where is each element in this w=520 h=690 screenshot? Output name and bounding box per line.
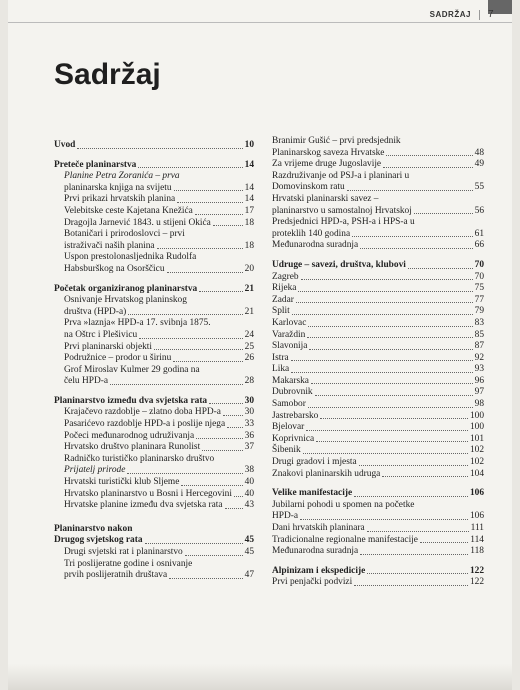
dot-leader	[154, 349, 243, 350]
toc-page-number: 28	[244, 376, 254, 387]
toc-entry	[272, 148, 484, 160]
dot-leader	[157, 248, 243, 249]
toc-page-number: 49	[474, 159, 484, 170]
toc-entry	[272, 457, 484, 469]
toc-page-number: 102	[469, 457, 484, 468]
toc-entry-text: Predsjednici HPD-a, PSH-a i HPS-a u	[272, 217, 415, 228]
toc-entry-text: Velebitske ceste Kajetana Knežića	[64, 205, 193, 216]
toc-page-number: 93	[474, 364, 484, 375]
toc-entry-line	[54, 252, 254, 264]
dot-leader	[181, 485, 242, 486]
toc-section-entry	[272, 488, 484, 500]
toc-entry-text: Alpinizam i ekspedicije	[272, 565, 366, 576]
dot-leader	[291, 372, 472, 373]
toc-entry-text: Zagreb	[272, 271, 299, 282]
toc-page-number: 21	[244, 306, 254, 317]
toc-entry	[272, 306, 484, 318]
toc-page-number: 118	[470, 546, 484, 557]
dot-leader	[386, 155, 472, 156]
toc-entry	[54, 465, 254, 477]
toc-entry-text: Razdruživanje od PSJ-a i planinari u	[272, 170, 410, 181]
dot-leader	[308, 407, 473, 408]
toc-entry-text: Dragojla Jarnević 1843. u stijeni Okića	[64, 217, 211, 228]
toc-entry-text: Planinarskog saveza Hrvatske	[272, 147, 385, 158]
toc-page-number: 70	[474, 271, 484, 282]
toc-right-column	[272, 136, 484, 589]
toc-page-number: 14	[244, 182, 254, 193]
toc-entry-text: Počeci međunarodnog udruživanja	[64, 430, 195, 441]
toc-page-number: 96	[474, 375, 484, 386]
dot-leader	[382, 476, 468, 477]
toc-entry	[272, 434, 484, 446]
toc-entry-text: Koprivnica	[272, 433, 315, 444]
toc-page-number: 122	[469, 577, 484, 588]
toc-entry-text: Branimir Gušić – prvi predsjednik	[272, 136, 401, 146]
dot-leader	[110, 384, 243, 385]
toc-page-number: 36	[244, 430, 254, 441]
toc-entry	[54, 206, 254, 218]
dot-leader	[311, 383, 473, 384]
toc-entry	[54, 442, 254, 454]
dot-leader	[296, 302, 473, 303]
toc-entry	[272, 272, 484, 284]
dot-leader	[414, 213, 473, 214]
toc-entry	[272, 422, 484, 434]
toc-entry-text: Hrvatski turistički klub Sljeme	[64, 477, 180, 488]
toc-entry	[54, 407, 254, 419]
toc-entry	[272, 318, 484, 330]
toc-entry-text: Uvod	[54, 140, 76, 150]
toc-entry	[272, 445, 484, 457]
toc-entry-text: Prvi planinarski objekti	[64, 341, 153, 352]
toc-entry	[54, 489, 254, 501]
toc-page-number: 92	[474, 352, 484, 363]
toc-entry-line	[54, 559, 254, 571]
toc-page-number: 104	[469, 468, 484, 479]
toc-entry	[54, 376, 254, 388]
toc-page-number: 122	[469, 565, 484, 576]
toc-page-number: 40	[244, 488, 254, 499]
toc-entry	[272, 240, 484, 252]
toc-page-number: 37	[244, 442, 254, 453]
toc-page-number: 47	[244, 570, 254, 581]
toc-page-number: 38	[244, 465, 254, 476]
toc-page-number: 85	[474, 329, 484, 340]
toc-entry	[272, 387, 484, 399]
toc-entry-text: Podružnice – prodor u širinu	[64, 353, 172, 364]
toc-entry-text: planinarska knjiga na svijetu	[64, 182, 172, 193]
dot-leader	[303, 453, 468, 454]
dot-leader	[308, 326, 472, 327]
toc-entry-text: Radničko turističko planinarsko društvo	[64, 453, 215, 464]
toc-entry	[272, 159, 484, 171]
dot-leader	[174, 190, 243, 191]
toc-page-number: 17	[244, 205, 254, 216]
toc-entry-text: na Oštrc i Plešivicu	[64, 329, 138, 340]
toc-page-number: 55	[474, 182, 484, 193]
toc-page-number: 30	[244, 407, 254, 418]
toc-entry	[54, 419, 254, 431]
toc-entry	[272, 353, 484, 365]
toc-entry-text: Planinarstvo između dva svjetska rata	[54, 395, 208, 406]
toc-page-number: 26	[244, 353, 254, 364]
toc-entry-text: Samobor	[272, 399, 306, 410]
toc-entry-text: Međunarodna suradnja	[272, 546, 359, 557]
toc-entry-line	[54, 454, 254, 466]
dot-leader	[292, 314, 473, 315]
toc-entry-text: Jubilarni pohodi u spomen na početke	[272, 499, 415, 510]
toc-entry-text: Karlovac	[272, 317, 307, 328]
dot-leader	[360, 248, 472, 249]
toc-entry-text: Za vrijeme druge Jugoslavije	[272, 159, 382, 170]
dot-leader	[383, 167, 473, 168]
dot-leader	[138, 167, 242, 168]
toc-entry-text: istraživači naših planina	[64, 240, 155, 251]
toc-spacer	[54, 512, 254, 524]
toc-entry-text: Domovinskom ratu	[272, 182, 345, 193]
dot-leader	[139, 338, 242, 339]
toc-entry-text: Pasarićevo razdoblje HPD-a i poslije njega	[64, 419, 226, 430]
dot-leader	[360, 554, 468, 555]
header-page-number: 7	[487, 9, 494, 20]
toc-entry-text: Tradicionalne regionalne manifestacije	[272, 534, 418, 545]
toc-left-column	[54, 140, 254, 582]
toc-section-entry	[54, 535, 254, 547]
toc-page-number: 61	[474, 228, 484, 239]
dot-leader	[234, 496, 243, 497]
toc-entry	[54, 547, 254, 559]
toc-entry-text: Drugi gradovi i mjesta	[272, 457, 357, 468]
header-rule	[8, 22, 512, 23]
toc-page-number: 75	[474, 283, 484, 294]
dot-leader	[177, 202, 242, 203]
toc-entry-line	[54, 229, 254, 241]
toc-entry-text: Krajačevo razdoblje – zlatno doba HPD-a	[64, 407, 221, 418]
toc-entry-text: Drugog svjetskog rata	[54, 535, 143, 546]
toc-entry-text: Drugi svjetski rat i planinarstvo	[64, 547, 183, 557]
toc-entry-text: Lika	[272, 364, 290, 375]
toc-entry-text: Šibenik	[272, 445, 301, 456]
toc-entry	[272, 341, 484, 353]
toc-entry	[54, 194, 254, 206]
toc-page-number: 101	[469, 433, 484, 444]
toc-page-number: 33	[244, 419, 254, 430]
toc-page-number: 48	[474, 147, 484, 158]
toc-entry	[54, 218, 254, 230]
toc-page-number: 70	[474, 259, 484, 270]
toc-entry	[54, 500, 254, 512]
toc-entry	[272, 399, 484, 411]
toc-page-number: 83	[474, 317, 484, 328]
dot-leader	[185, 555, 243, 556]
dot-leader	[316, 441, 468, 442]
toc-entry-text: Dani hrvatskih planinara	[272, 523, 365, 533]
dot-leader	[213, 225, 243, 226]
toc-entry-text: Planine Petra Zoranića – prva	[64, 171, 180, 182]
toc-entry-text: društva (HPD-a)	[64, 306, 127, 317]
dot-leader	[199, 291, 242, 292]
toc-entry-text: planinarstvo u samostalnoj Hrvatskoj	[272, 205, 412, 216]
toc-entry-line	[54, 171, 254, 183]
toc-entry-text: Velike manifestacije	[272, 488, 353, 499]
running-header	[430, 9, 494, 20]
toc-entry	[272, 330, 484, 342]
toc-page-number: 79	[474, 306, 484, 317]
toc-page-number: 20	[244, 263, 254, 274]
dot-leader	[227, 427, 242, 428]
toc-section-entry	[54, 396, 254, 408]
toc-page-number: 114	[470, 534, 484, 545]
toc-entry-text: Bjelovar	[272, 422, 305, 433]
toc-entry-text: Grof Miroslav Kulmer 29 godina na	[64, 364, 200, 375]
dot-leader	[420, 542, 468, 543]
toc-entry-text: prvih poslijeratnih društava	[64, 570, 168, 581]
toc-page-number: 100	[469, 422, 484, 433]
toc-page-number: 43	[244, 500, 254, 511]
page-bottom-edge	[8, 664, 512, 690]
toc-entry	[272, 523, 484, 535]
toc-entry-line	[54, 295, 254, 307]
toc-page-number: 100	[469, 410, 484, 421]
toc-section-entry	[54, 160, 254, 172]
dot-leader	[301, 279, 473, 280]
dot-leader	[298, 291, 472, 292]
toc-entry	[54, 183, 254, 195]
toc-page-number: 40	[244, 477, 254, 488]
dot-leader	[307, 337, 472, 338]
toc-entry-text: Prijatelj prirode	[64, 465, 126, 476]
toc-entry-text: Preteče planinarstva	[54, 159, 137, 170]
dot-leader	[359, 465, 468, 466]
toc-section-title-line	[54, 524, 254, 536]
toc-entry-line	[272, 500, 484, 512]
toc-entry-text: Botaničari i prirodoslovci – prvi	[64, 229, 185, 240]
toc-entry-text: Hrvatske planine između dva svjetska rata	[64, 500, 223, 511]
dot-leader	[169, 578, 243, 579]
toc-entry-text: Udruge – savezi, društva, klubovi	[272, 259, 406, 270]
dot-leader	[354, 585, 468, 586]
toc-page-number: 87	[474, 341, 484, 352]
toc-entry-text: Makarska	[272, 375, 309, 386]
toc-page-number: 106	[469, 488, 484, 499]
toc-entry-text: Uspon prestolonasljednika Rudolfa	[64, 252, 197, 263]
toc-page-number: 56	[474, 205, 484, 216]
header-section: SADRŽAJ	[429, 10, 471, 19]
toc-entry-text: HPD-a	[272, 511, 299, 522]
toc-page-number: 14	[244, 194, 254, 205]
toc-entry-text: Hrvatsko društvo planinara Runolist	[64, 442, 201, 453]
toc-entry	[272, 283, 484, 295]
dot-leader	[128, 314, 242, 315]
dot-leader	[315, 395, 473, 396]
toc-entry	[272, 469, 484, 481]
toc-entry-text: Slavonija	[272, 341, 308, 352]
dot-leader	[195, 214, 243, 215]
toc-entry	[272, 535, 484, 547]
toc-entry-line	[54, 365, 254, 377]
toc-entry-line	[272, 194, 484, 206]
dot-leader	[167, 272, 243, 273]
toc-page-number: 18	[244, 217, 254, 228]
toc-entry-text: Osnivanje Hrvatskog planinskog	[64, 295, 187, 306]
dot-leader	[320, 418, 468, 419]
toc-spacer	[272, 252, 484, 260]
toc-entry	[272, 295, 484, 307]
toc-entry	[54, 307, 254, 319]
toc-entry-text: Split	[272, 306, 290, 317]
toc-section-entry	[54, 140, 254, 152]
toc-entry-text: Znakovi planinarskih udruga	[272, 468, 381, 479]
dot-leader	[173, 361, 242, 362]
toc-entry-text: Hrvatski planinarski savez –	[272, 193, 379, 204]
toc-entry	[54, 431, 254, 443]
toc-entry-text: Početak organiziranog planinarstva	[54, 283, 198, 294]
toc-page-number: 21	[244, 283, 254, 294]
toc-entry	[272, 511, 484, 523]
dot-leader	[300, 519, 468, 520]
dot-leader	[145, 543, 243, 544]
dot-leader	[352, 236, 473, 237]
toc-entry	[54, 353, 254, 365]
toc-entry	[54, 330, 254, 342]
toc-entry-text: čelu HPD-a	[64, 376, 108, 387]
toc-spacer	[54, 276, 254, 284]
toc-spacer	[272, 558, 484, 566]
toc-section-entry	[54, 284, 254, 296]
dot-leader	[367, 573, 468, 574]
toc-page-number: 77	[474, 294, 484, 305]
toc-spacer	[54, 388, 254, 396]
toc-entry	[272, 376, 484, 388]
toc-entry	[272, 182, 484, 194]
dot-leader	[306, 430, 468, 431]
page-title: Sadržaj	[54, 58, 161, 91]
toc-page-number: 97	[474, 387, 484, 398]
dot-leader	[223, 415, 243, 416]
toc-spacer	[272, 480, 484, 488]
dot-leader	[77, 148, 242, 149]
toc-page-number: 98	[474, 399, 484, 410]
toc-entry-line	[272, 136, 484, 148]
toc-entry-text: Varaždin	[272, 329, 306, 340]
dot-leader	[225, 508, 243, 509]
dot-leader	[354, 496, 468, 497]
toc-entry	[54, 477, 254, 489]
toc-entry-text: Prvi penjački podvizi	[272, 577, 353, 588]
dot-leader	[408, 268, 473, 269]
toc-entry	[272, 229, 484, 241]
toc-entry-text: Rijeka	[272, 283, 297, 294]
dot-leader	[196, 438, 242, 439]
book-page	[8, 0, 512, 690]
toc-entry-text: proteklih 140 godina	[272, 228, 351, 239]
toc-entry-text: Tri poslijeratne godine i osnivanje	[64, 558, 193, 569]
toc-page-number: 25	[244, 341, 254, 352]
toc-page-number: 14	[244, 159, 254, 170]
toc-page-number: 45	[244, 535, 254, 546]
toc-entry-line	[272, 171, 484, 183]
toc-page-number: 10	[244, 140, 254, 150]
dot-leader	[347, 190, 473, 191]
toc-entry-text: Dubrovnik	[272, 387, 313, 398]
toc-entry-text: Međunarodna suradnja	[272, 240, 359, 251]
toc-entry	[272, 411, 484, 423]
dot-leader	[291, 360, 473, 361]
dot-leader	[209, 403, 243, 404]
dot-leader	[367, 531, 469, 532]
toc-entry-text: Habsburškog na Osorščicu	[64, 263, 165, 274]
dot-leader	[202, 450, 242, 451]
toc-section-entry	[272, 260, 484, 272]
toc-entry-text: Prvi prikazi hrvatskih planina	[64, 194, 176, 205]
toc-entry	[54, 241, 254, 253]
toc-entry	[54, 264, 254, 276]
toc-page-number: 45	[244, 547, 254, 557]
toc-entry	[54, 342, 254, 354]
toc-entry-text: Planinarstvo nakon	[54, 523, 133, 534]
toc-page-number: 66	[474, 240, 484, 251]
dot-leader	[127, 473, 242, 474]
toc-entry	[272, 577, 484, 589]
toc-entry-text: Jastrebarsko	[272, 410, 319, 421]
toc-page-number: 102	[469, 445, 484, 456]
toc-page-number: 30	[244, 395, 254, 406]
toc-spacer	[54, 152, 254, 160]
toc-entry-text: Zadar	[272, 294, 294, 305]
toc-page-number: 111	[470, 523, 484, 533]
toc-entry-line	[54, 318, 254, 330]
toc-page-number: 24	[244, 329, 254, 340]
toc-entry	[54, 570, 254, 582]
toc-entry-text: Hrvatsko planinarstvo u Bosni i Hercegovini	[64, 488, 232, 499]
toc-entry	[272, 364, 484, 376]
toc-page-number: 106	[469, 511, 484, 522]
toc-entry-line	[272, 217, 484, 229]
toc-entry	[272, 546, 484, 558]
dot-leader	[309, 349, 472, 350]
toc-entry-text: Istra	[272, 352, 289, 363]
toc-entry-text: Prva »laznja« HPD-a 17. svibnja 1875.	[64, 318, 211, 329]
toc-section-entry	[272, 566, 484, 578]
toc-entry	[272, 206, 484, 218]
toc-page-number: 18	[244, 240, 254, 251]
